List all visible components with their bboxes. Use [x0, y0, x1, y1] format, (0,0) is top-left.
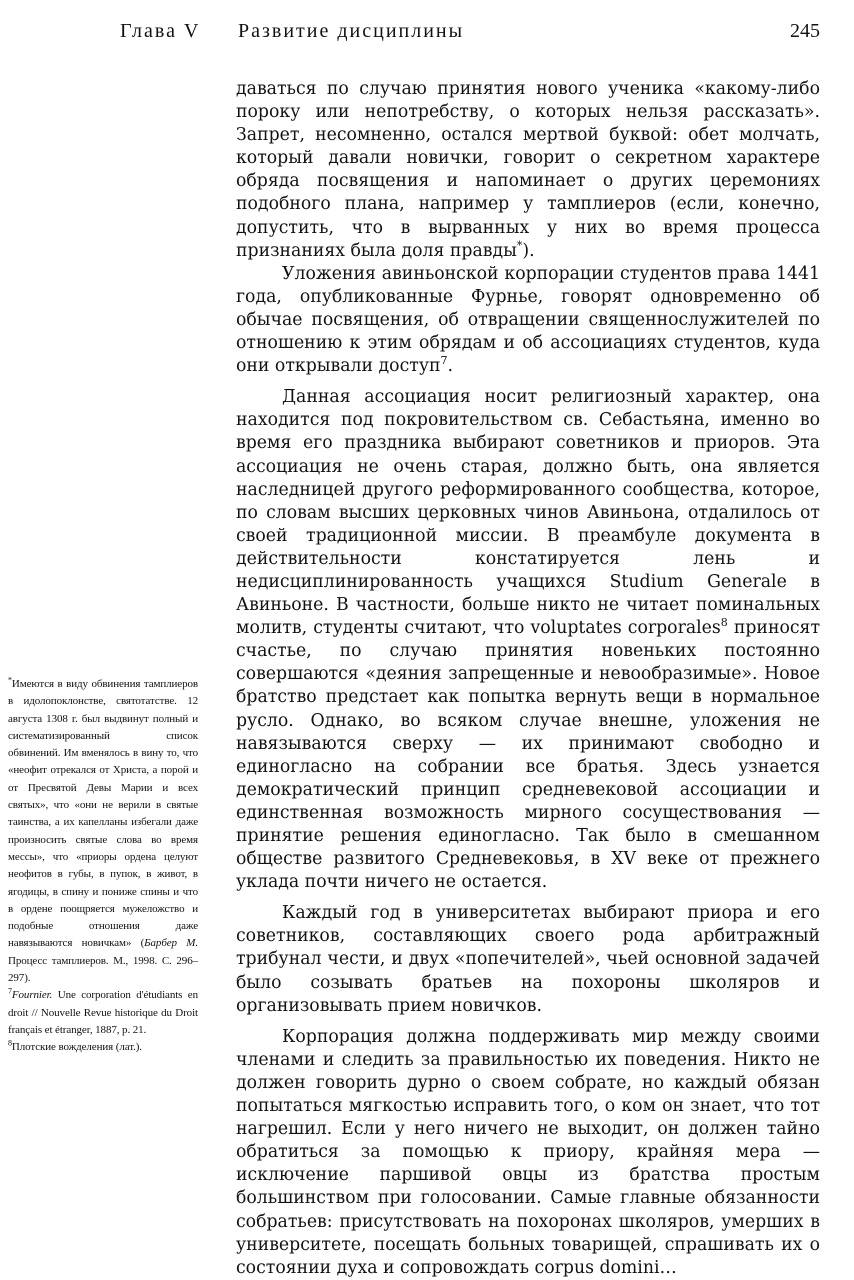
paragraph-text: .: [447, 356, 454, 377]
paragraph-text: Уложения авиньонской корпорации студентов права 1441 года, опубликованные Фурнье, говорят одновременно об обычае посвящения, об отвращении священнослужителей по отношению к этим обрядам и об ассоциациях студентов, куда они открывали доступ: [236, 263, 820, 377]
chapter-label: Глава V: [120, 20, 201, 42]
footnote-mark: 7: [8, 986, 12, 996]
footnote-mark: *: [8, 675, 12, 685]
footnote: [8, 987, 198, 1039]
page-number: 245: [790, 20, 820, 42]
footnote-ref: 8: [720, 616, 728, 630]
footnote-text: Имеются в виду обвинения тамплиеров в идолопоклонстве, святотатстве. 12 августа 1308 г. был выдвинут полный и систематизированный список обвинений. Им вменялось в вину то, что «неофит отрекался от Христа, а порой и от Пресвятой Девы Марии и всех святых», что «они не верили в святые таинства, а их капелланы избегали даже произносить святые слова во время мессы», что «приоры ордена целуют неофитов в губы, в пупок, в живот, в ягодицы, в спину и пониже спины и что в ордене поощряется мужеложство и подобные отношения даже навязываются новичкам» (: [8, 678, 198, 950]
footnote: [8, 1039, 198, 1056]
running-header: [120, 20, 820, 50]
footnote-mark: 8: [8, 1038, 12, 1048]
paragraph-text: ).: [522, 240, 535, 261]
paragraph-text: даваться по случаю принятия нового ученика «какому-либо пороку или непотребству, о которых нельзя рассказать». Запрет, несомненно, остался мертвой буквой: обет молчать, который давали новички, говорит о секретном характере обряда посвящения и напоминает о других церемониях подобного плана, например у тамплиеров (если, конечно, допустить, что в вырванных у них во время процесса признаниях была доля правды: [236, 79, 820, 261]
footnote-author: Fournier.: [11, 989, 53, 1002]
paragraph: Корпорация должна поддерживать мир между своими членами и следить за правильностью их поведения. Никто не должен говорить дурно о своем собрате, но каждый обязан попытаться мягкостью исправить того, о ком он знает, что тот нагрешил. Если у него ничего не выходит, он должен тайно обратиться за помощью к приору, крайняя мера — исключение паршивой овцы из братства простым большинством при голосовании. Самые главные обязанности собратьев: присутствовать на похоронах школяров, умерших в университете, посещать больных товарищей, спрашивать их о состоянии духа и сопровождать corpus domini…: [236, 1026, 820, 1278]
paragraph: [236, 78, 820, 263]
footnote-author: Барбер М.: [144, 937, 198, 950]
footnote-text: Плотские вожделения (лат.).: [11, 1041, 142, 1054]
footnote-text: Процесс тамплиеров. М., 1998. С. 296–297).: [8, 954, 198, 985]
paragraph-text: приносят счастье, по случаю принятия новеньких постоянно совершаются «деяния запрещенные и невообразимые». Новое братство предстает как попытка вернуть вещи в нормальное русло. Однако, во всяком случае внешне, уложения не навязываются сверху — их принимают свободно и единогласно на собрании все братья. Здесь узнается демократический принцип средневековой ассоциации и единственная возможность мирного сосуществования — принятие решения единогласно. Так было в смешанном обществе развитого Средневековья, в XV веке от прежнего уклада почти ничего не остается.: [236, 618, 821, 893]
paragraph: [236, 386, 820, 894]
side-notes: [8, 676, 198, 1057]
footnote: [8, 676, 198, 987]
paragraph: [236, 263, 820, 378]
section-title: Развитие дисциплины: [238, 20, 465, 42]
paragraph: Каждый год в университетах выбирают приора и его советников, составляющих своего рода арбитражный трибунал чести, и двух «попечителей», чьей основной задачей было созывать братьев на похороны школяров и организовывать прием новичков.: [236, 903, 820, 1016]
footnote-ref: *: [516, 238, 523, 252]
footnote-text: Une corporation d'étudiants en droit // Nouvelle Revue historique du Droit français et étranger, 1887, p. 21.: [8, 989, 198, 1036]
paragraph-text: Данная ассоциация носит религиозный характер, она находится под покровительством св. Себастьяна, именно во время его праздника выбирают советников и приоров. Эта ассоциация не очень старая, должно быть, она является наследницей другого реформированного сообщества, которое, по словам высших церковных чинов Авиньона, отдалилось от своей традиционной миссии. В преамбуле документа в действительности констатируется лень и недисциплинированность учащихся Studium Generale в Авиньоне. В частности, больше никто не читает поминальных молитв, студенты считают, что voluptates corporales: [236, 387, 820, 639]
main-text: [236, 78, 820, 1280]
footnote-ref: 7: [440, 354, 448, 368]
